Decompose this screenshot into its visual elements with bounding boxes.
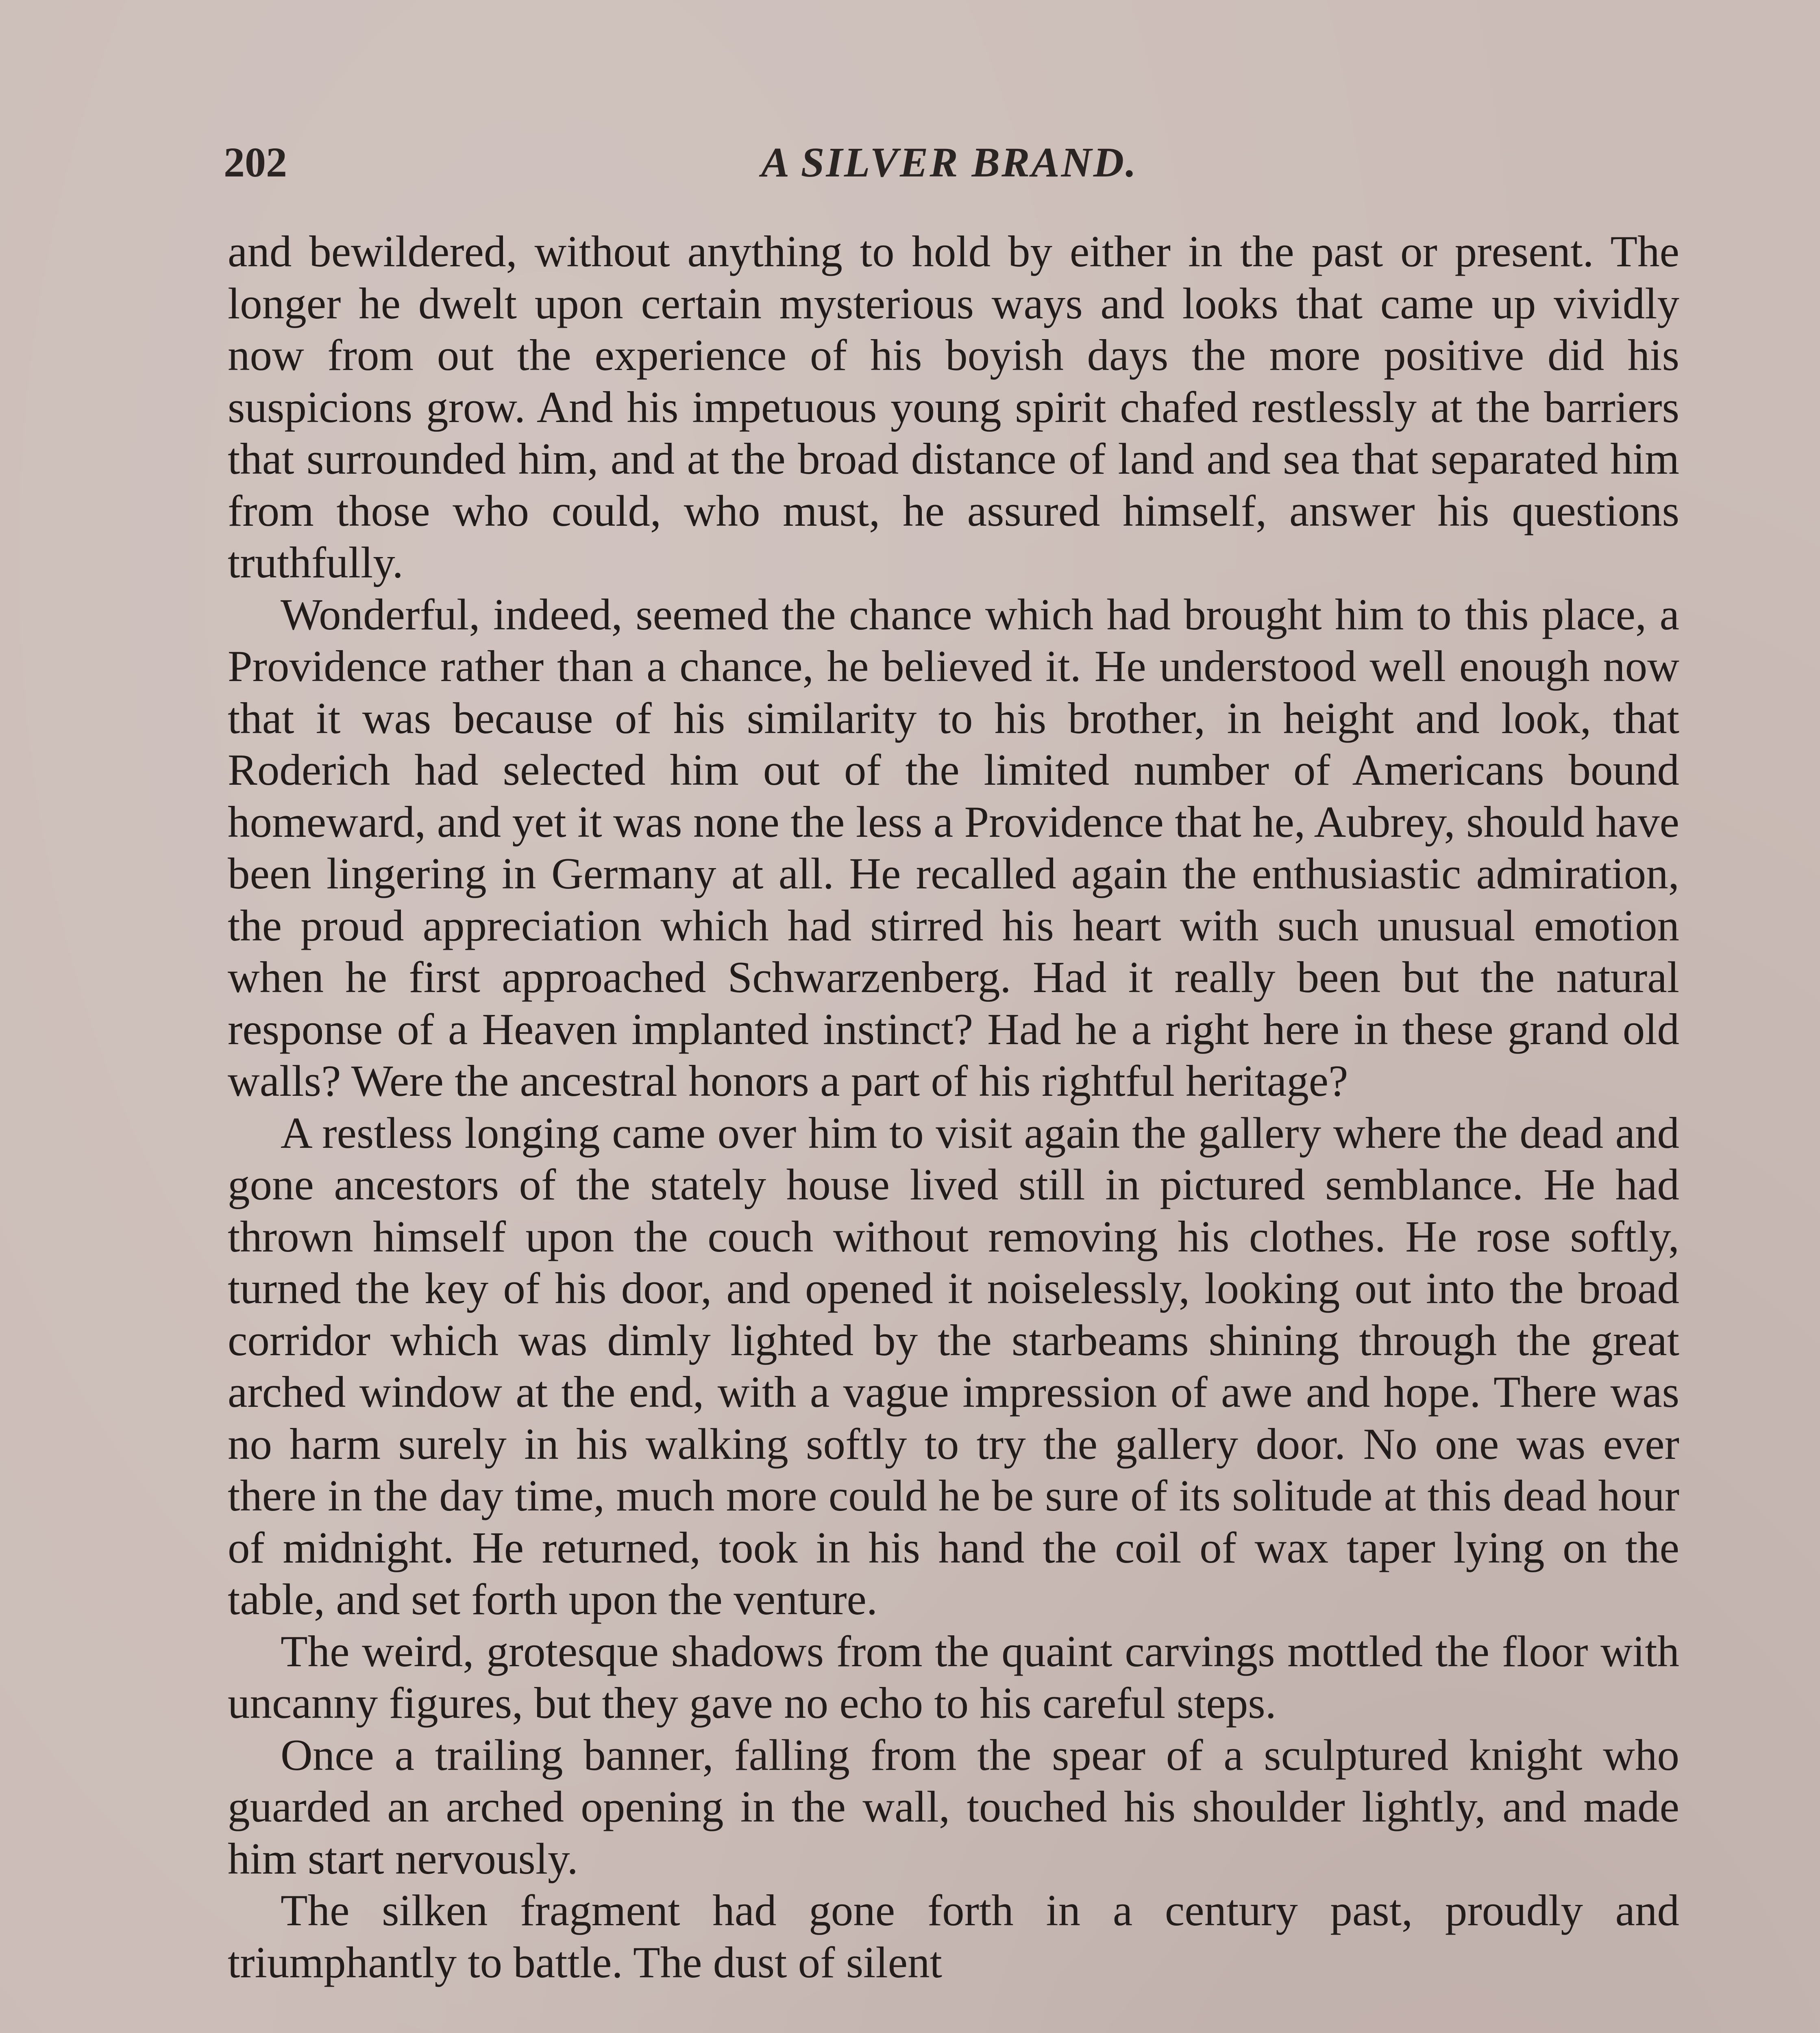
paragraph: and bewildered, without anything to hold by either in the past or present. The longer he dwelt upon certain mysterious ways and looks that came up vividly now from out the experience of his boyish days the more positive did his suspicions grow. And his impetuous young spirit chafed restlessly at the barriers that surrounded him, and at the broad distance of land and sea that separated him from those who could, who must, he assured himself, answer his questions truthfully. xyxy=(228,227,1679,587)
paragraph: Once a trailing banner, falling from the spear of a sculptured knight who guarded an arched opening in the wall, touched his shoulder lightly, and made him start nervously. xyxy=(228,1730,1679,1883)
book-title: A SILVER BRAND. xyxy=(761,139,1138,186)
paragraph: A restless longing came over him to visit again the gallery where the dead and gone ancestors of the stately house lived still in pictured semblance. He had thrown himself upon the couch without removing his clothes. He rose softly, turned the key of his door, and opened it noiselessly, looking out into the broad corridor which was dimly lighted by the starbeams shining through the great arched window at the end, with a vague impression of awe and hope. There was no harm surely in his walking softly to try the gallery door. No one was ever there in the day time, much more could he be sure of its solitude at this dead hour of midnight. He returned, took in his hand the coil of wax taper lying on the table, and set forth upon the venture. xyxy=(228,1108,1679,1624)
paragraph: The silken fragment had gone forth in a century past, proudly and triumphantly to battle. The dust of silent xyxy=(228,1886,1679,1987)
page-number: 202 xyxy=(224,139,287,186)
running-head xyxy=(224,134,1675,191)
body-text xyxy=(228,226,1679,1988)
paragraph: Wonderful, indeed, seemed the chance which had brought him to this place, a Providence rather than a chance, he believed it. He understood well enough now that it was because of his similarity to his brother, in height and look, that Roderich had selected him out of the limited number of Americans bound homeward, and yet it was none the less a Providence that he, Aubrey, should have been lingering in Germany at all. He recalled again the enthusiastic admiration, the proud appreciation which had stirred his heart with such unusual emotion when he first approached Schwarzenberg. Had it really been but the natural response of a Heaven implanted instinct? Had he a right here in these grand old walls? Were the ancestral honors a part of his rightful heritage? xyxy=(228,590,1679,1106)
paragraph: The weird, grotesque shadows from the quaint carvings mottled the floor with uncanny figures, but they gave no echo to his careful steps. xyxy=(228,1626,1679,1728)
